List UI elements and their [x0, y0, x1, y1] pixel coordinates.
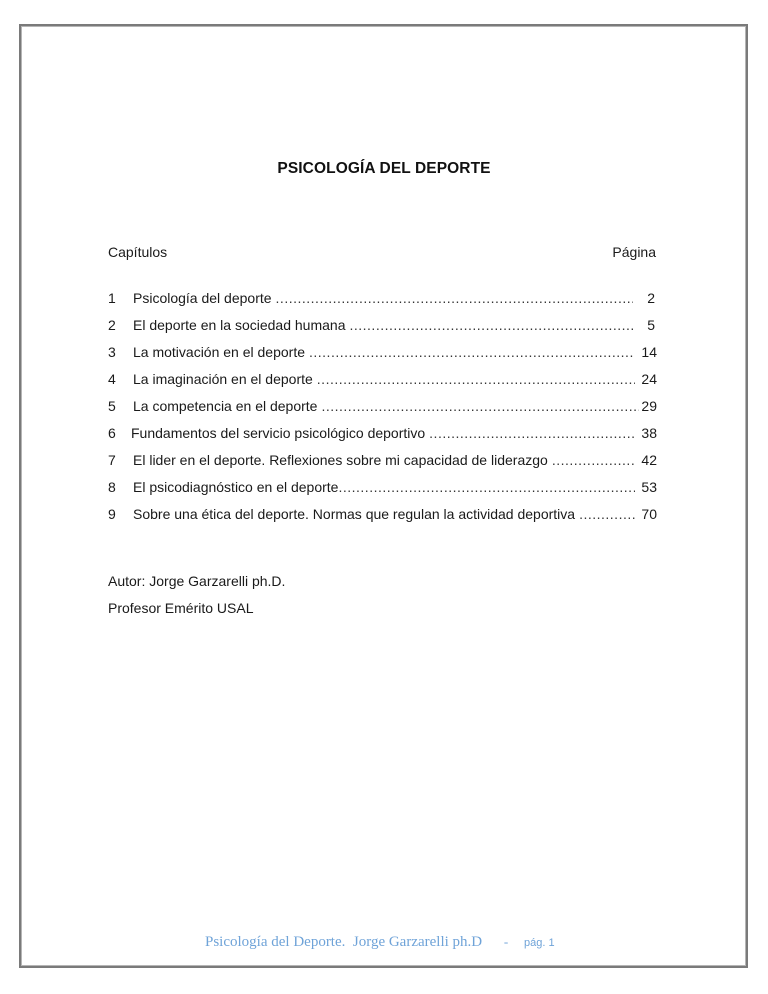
toc-entry-page: 5	[647, 317, 655, 333]
toc-entry-title: Sobre una ética del deporte. Normas que regulan la actividad deportiva	[133, 506, 576, 522]
toc-entry[interactable]	[108, 505, 657, 532]
toc-entry[interactable]	[108, 289, 657, 316]
toc-dot-leader	[338, 478, 635, 496]
document-title: PSICOLOGÍA DEL DEPORTE	[277, 160, 491, 177]
toc-dot-leader	[429, 424, 635, 442]
toc-entry-page: 53	[641, 479, 657, 495]
toc-header-page: Página	[612, 244, 656, 260]
footer-separator: -	[503, 934, 509, 949]
toc-entry[interactable]	[108, 424, 657, 451]
toc-entry-number: 7	[108, 452, 116, 468]
toc-header-chapters: Capítulos	[108, 244, 168, 260]
author-block	[108, 568, 285, 622]
toc-entry-number: 3	[108, 344, 116, 360]
toc-entry-number: 2	[108, 317, 116, 333]
toc-entry-title: La imaginación en el deporte	[133, 371, 313, 387]
toc-header	[108, 244, 656, 260]
toc-entry-title: El deporte en la sociedad humana	[133, 317, 346, 333]
footer-text: Psicología del Deporte. Jorge Garzarelli ph.D	[205, 934, 483, 950]
toc-entry-page: 42	[641, 452, 657, 468]
toc-entry-page: 14	[641, 344, 657, 360]
toc-entry-title: La competencia en el deporte	[133, 398, 318, 414]
toc-entry-title: La motivación en el deporte	[133, 344, 305, 360]
toc-entry-page: 24	[641, 371, 657, 387]
author-name: Autor: Jorge Garzarelli ph.D.	[108, 573, 286, 589]
toc-entry-number: 4	[108, 371, 116, 387]
toc-dot-leader	[579, 505, 635, 523]
toc-dot-leader	[349, 316, 633, 334]
toc-entry-number: 9	[108, 506, 116, 522]
toc-entry-title: Fundamentos del servicio psicológico deportivo	[131, 425, 426, 441]
toc-entry-page: 38	[641, 425, 657, 441]
toc-entry-title: El psicodiagnóstico en el deporte	[133, 479, 339, 495]
toc-entry-number: 5	[108, 398, 116, 414]
toc-entry[interactable]	[108, 451, 657, 478]
toc-entry-title: Psicología del deporte	[133, 290, 272, 306]
toc-entry[interactable]	[108, 370, 657, 397]
footer-page-number: pág. 1	[524, 937, 555, 949]
toc-dot-leader	[309, 343, 635, 361]
toc-entry-number: 1	[108, 290, 116, 306]
toc-entry[interactable]	[108, 478, 657, 505]
toc-entry[interactable]	[108, 343, 657, 370]
toc-dot-leader	[276, 289, 633, 307]
toc-dot-leader	[317, 370, 635, 388]
toc-entry[interactable]	[108, 316, 657, 343]
toc-entry-number: 6	[108, 425, 116, 441]
toc-entry-number: 8	[108, 479, 116, 495]
toc-entry-page: 29	[641, 398, 657, 414]
author-title: Profesor Emérito USAL	[108, 600, 254, 616]
toc-dot-leader	[321, 397, 639, 415]
toc-dot-leader	[552, 451, 635, 469]
toc-entry-title: El lider en el deporte. Reflexiones sobre mi capacidad de liderazgo	[133, 452, 548, 468]
page-footer	[205, 934, 555, 951]
toc-entry[interactable]	[108, 397, 657, 424]
toc-entry-page: 70	[641, 506, 657, 522]
table-of-contents	[108, 289, 657, 532]
toc-entry-page: 2	[647, 290, 655, 306]
